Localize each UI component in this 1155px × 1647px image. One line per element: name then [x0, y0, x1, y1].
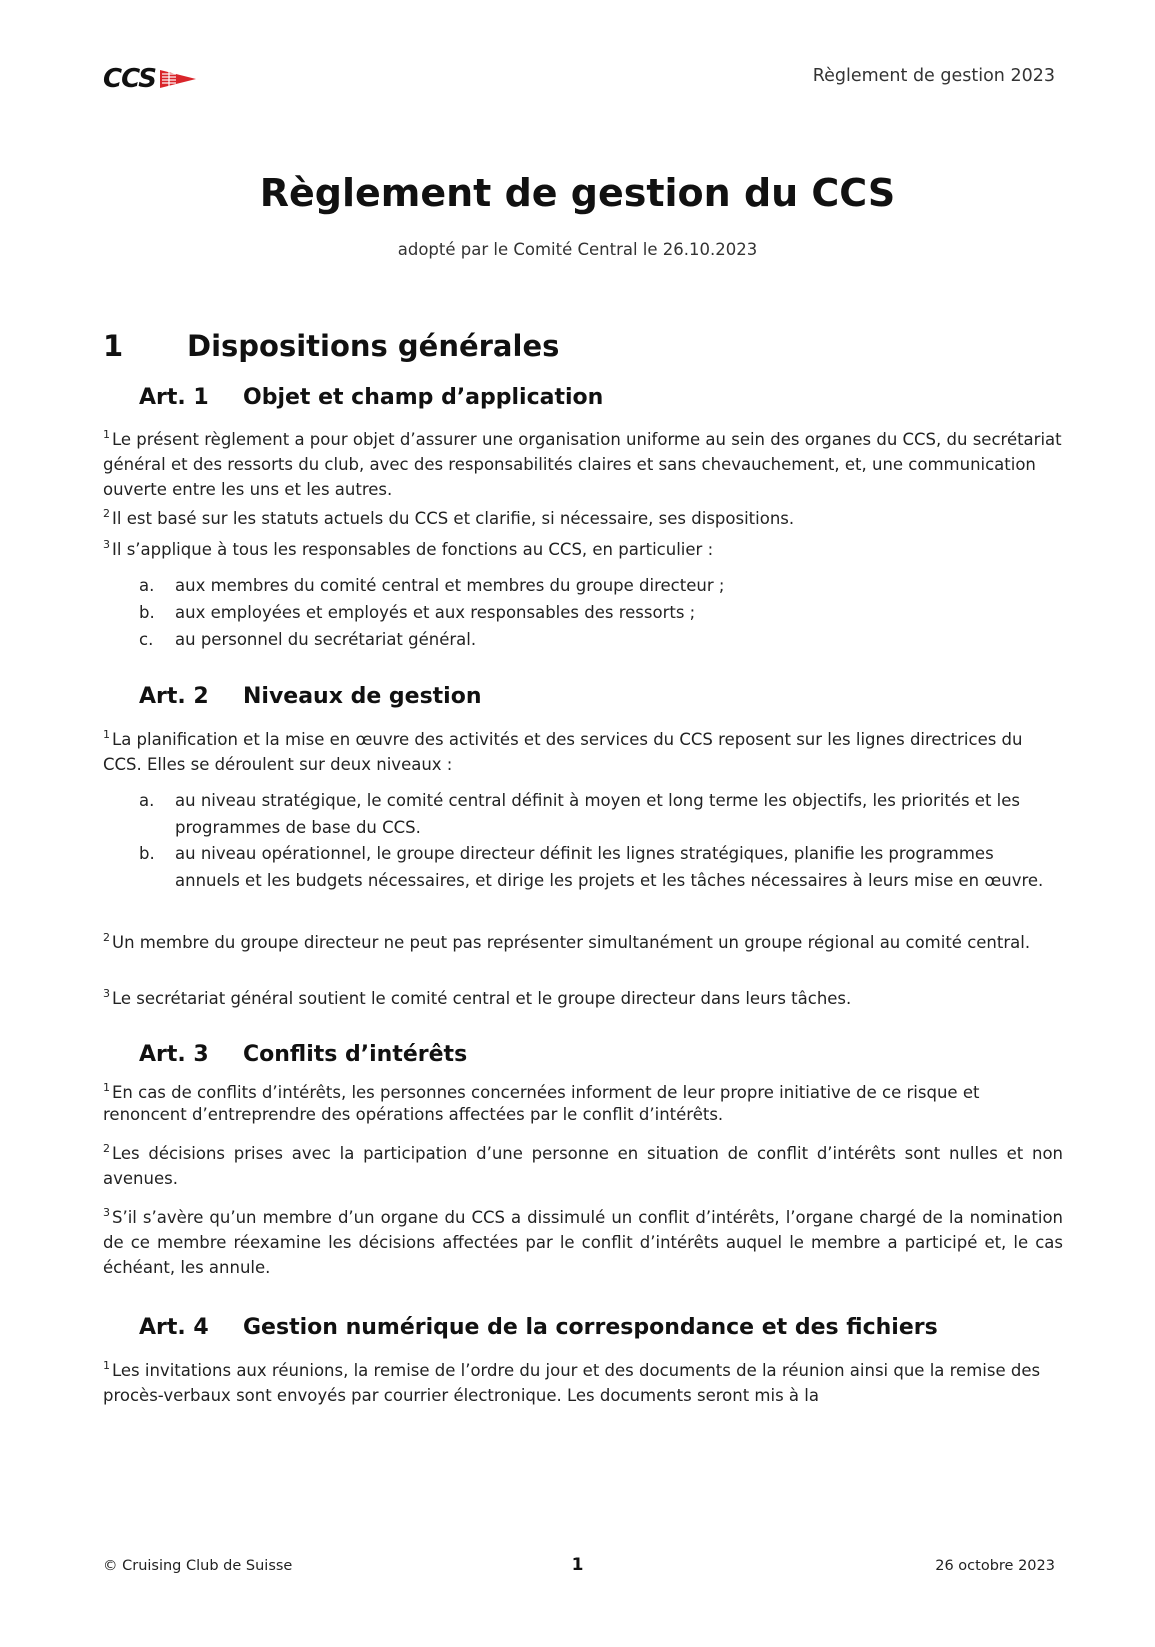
article-title: Conflits d’intérêts — [243, 1042, 468, 1067]
article-number: Art. 4 — [139, 1315, 209, 1340]
chapter-heading — [103, 329, 559, 363]
article-heading — [139, 684, 482, 709]
paragraph: $^1$ La planification et la mise en œuvre des activités et des services du CCS reposent sur les lignes directrices du CCS. Elles se déroulent sur deux niveaux : — [103, 728, 1023, 774]
article-number: Art. 1 — [139, 385, 209, 410]
paragraph-number: 2 — [103, 931, 110, 944]
list-marker: c. — [139, 630, 154, 649]
paragraph: $^3$ Le secrétariat général soutient le comité central et le groupe directeur dans leurs tâches. — [103, 987, 852, 1008]
paragraph: $^2$ Il est basé sur les statuts actuels du CCS et clarifie, si nécessaire, ses dispositions. — [103, 507, 795, 528]
article-title: Gestion numérique de la correspondance et des fichiers — [243, 1315, 938, 1340]
paragraph: $^1$ Les invitations aux réunions, la remise de l’ordre du jour et des documents de la réunion ainsi que la remise des procès-verbaux sont envoyés par courrier électronique. Les documents seront mis à la — [103, 1359, 1041, 1405]
paragraph-number: 1 — [103, 1359, 110, 1372]
article-title: Objet et champ d’application — [243, 385, 604, 410]
list-marker: a. — [139, 791, 155, 810]
article-heading — [139, 1315, 938, 1340]
article-number: Art. 2 — [139, 684, 209, 709]
paragraph-number: 1 — [103, 1081, 110, 1094]
paragraph-number: 2 — [103, 1142, 110, 1155]
paragraph: $^2$ Les décisions prises avec la participation d’une personne en situation de conflit d’intérêts sont nulles et non avenues. — [103, 1142, 1063, 1188]
document-subtitle: adopté par le Comité Central le 26.10.2023 — [397, 240, 758, 259]
paragraph-number: 3 — [103, 538, 110, 551]
ccs-logo — [103, 64, 196, 94]
footer-date: 26 octobre 2023 — [935, 1558, 1055, 1574]
running-header: Règlement de gestion 2023 — [812, 66, 1055, 86]
paragraph: $^3$ Il s’applique à tous les responsables de fonctions au CCS, en particulier : — [103, 538, 714, 559]
list-item: b. au niveau opérationnel, le groupe directeur définit les lignes stratégiques, planifie les programmes annuels et les budgets nécessaires, et dirige les projets et les tâches nécessaires à leurs mise en œuvre. — [139, 840, 1059, 894]
list-marker: b. — [139, 603, 155, 622]
paragraph-number: 3 — [103, 1206, 110, 1219]
paragraph-number: 1 — [103, 728, 110, 741]
article-number: Art. 3 — [139, 1042, 209, 1067]
article-heading — [139, 1042, 467, 1067]
chapter-number: 1 — [103, 329, 124, 363]
paragraph-number: 1 — [103, 428, 110, 441]
footer-copyright: © Cruising Club de Suisse — [103, 1558, 293, 1574]
list-item: b. aux employées et employés et aux responsables des ressorts ; — [139, 599, 1059, 626]
list-item: a. au niveau stratégique, le comité central définit à moyen et long terme les objectifs, les priorités et les programmes de base du CCS. — [139, 787, 1059, 841]
list-item: c. au personnel du secrétariat général. — [139, 626, 1059, 653]
page-number: 1 — [571, 1555, 584, 1575]
paragraph: $^1$ En cas de conflits d’intérêts, les personnes concernées informent de leur propre initiative de ce risque et renoncent d’entreprendre des opérations affectées par le conflit d’intérêts. — [103, 1081, 980, 1124]
document-title: Règlement de gestion du CCS — [259, 171, 896, 215]
paragraph: $^2$ Un membre du groupe directeur ne peut pas représenter simultanément un groupe régional au comité central. — [103, 931, 1031, 952]
paragraph-number: 2 — [103, 507, 110, 520]
article-title: Niveaux de gestion — [243, 684, 482, 709]
list-item: a. aux membres du comité central et membres du groupe directeur ; — [139, 572, 1059, 599]
paragraph: $^3$ S’il s’avère qu’un membre d’un organe du CCS a dissimulé un conflit d’intérêts, l’organe chargé de la nomination de ce membre réexamine les décisions affectées par le conflit d’intérêts auquel le membre a participé et, le cas échéant, les annule. — [103, 1206, 1063, 1277]
list-marker: a. — [139, 576, 155, 595]
article-heading — [139, 385, 603, 410]
paragraph: $^1$ Le présent règlement a pour objet d’assurer une organisation uniforme au sein des organes du CCS, du secrétariat général et des ressorts du club, avec des responsabilités claires et sans chevauchement, et, une communication ouverte entre les uns et les autres. — [103, 428, 1062, 499]
paragraph-number: 3 — [103, 987, 110, 1000]
logo-text: CCS — [103, 64, 156, 94]
burgee-flag-icon — [160, 68, 196, 90]
list-marker: b. — [139, 844, 155, 863]
chapter-title: Dispositions générales — [187, 329, 560, 363]
